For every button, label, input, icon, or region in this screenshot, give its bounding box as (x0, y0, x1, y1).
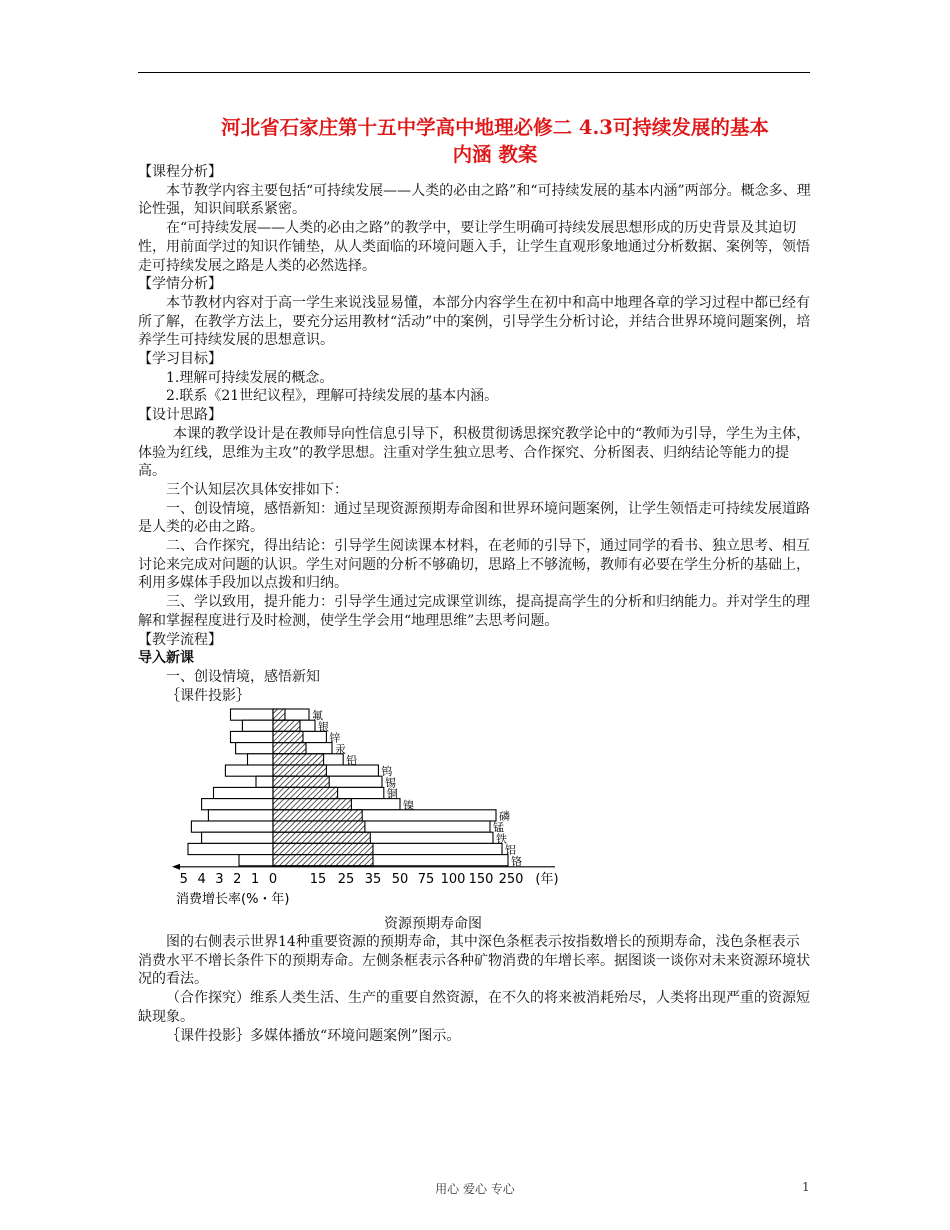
subheading-intro: 导入新课 (138, 650, 194, 667)
growth-bar (202, 832, 273, 843)
exponential-lifespan-bar (273, 821, 365, 832)
header-rule (138, 72, 810, 73)
growth-bar (231, 731, 274, 742)
exponential-lifespan-bar (273, 754, 324, 765)
section-heading-course: 【课程分析】 (138, 164, 222, 180)
exponential-lifespan-bar (273, 787, 338, 798)
paragraph: 本课的教学设计是在教师导向性信息引导下，积极贯彻诱思探究教学论中的“教师为引导，学生为主体，体验为红线，思维为主攻”的教学思想。注重对学生独立思考、合作探究、分析图表、归纳结论等能力的提高。 (138, 425, 811, 480)
category-label: 锌 (329, 731, 341, 745)
left-axis-label: 消费增长率(%・年) (176, 891, 290, 907)
paragraph: 二、合作探究，得出结论：引导学生阅读课本材料，在老师的引导下，通过同学的看书、独立思考、相互讨论来完成对问题的认识。学生对问题的分析不够确切，思路上不够流畅，教师有必要在学生分析的基础上，利用多媒体手段加以点拨和归纳。 (138, 538, 810, 592)
paragraph: ｛课件投影｝多媒体播放“环境问题案例”图示。 (166, 1027, 461, 1044)
category-label: 银 (318, 720, 329, 734)
list-item: 1.理解可持续发展的概念。 (166, 369, 334, 386)
exponential-lifespan-bar (273, 855, 373, 866)
paragraph: 在“可持续发展——人类的必由之路”的教学中，要让学生明确可持续发展思想形成的历史背景及其迫切性，用前面学过的知识作铺垫，从人类面临的环境问题入手，让学生直观形象地通过分析数据、案例等，领悟走可持续发展之路是人类的必然选择。 (138, 220, 810, 274)
paragraph: 本节教学内容主要包括“可持续发展——人类的必由之路”和“可持续发展的基本内涵”两部分。概念多、理论性强，知识间联系紧密。 (138, 182, 811, 218)
category-label: 铬 (511, 854, 522, 868)
exponential-lifespan-bar (273, 720, 300, 731)
section-heading-goals: 【学习目标】 (138, 351, 222, 368)
growth-bar (242, 720, 273, 731)
tick-label: 100 (440, 871, 466, 887)
exponential-lifespan-bar (273, 731, 303, 742)
growth-bar (225, 765, 273, 776)
axis-arrow (172, 864, 180, 870)
growth-bar (191, 821, 273, 832)
growth-bar (214, 787, 274, 798)
exponential-lifespan-bar (273, 765, 326, 776)
growth-bar (236, 743, 273, 754)
growth-bar (256, 776, 273, 787)
tick-label: 250 (498, 871, 524, 887)
document-body (138, 163, 813, 705)
paragraph: （合作探究）维系人类生活、生产的重要自然资源，在不久的将来被消耗殆尽，人类将出现严重的资源短缺现象。 (138, 990, 810, 1025)
paragraph: 三、学以致用，提升能力：引导学生通过完成课堂训练，提高提高学生的分析和归纳能力。并对学生的理解和掌握程度进行及时检测，使学生学会用“地理思维”去思考问题。 (138, 594, 810, 629)
growth-bar (188, 843, 273, 854)
chart-svg (170, 703, 590, 908)
paragraph: 本节教材内容对于高一学生来说浅显易懂，本部分内容学生在初中和高中地理各章的学习过程中都已经有所了解，在教学方法上，要充分运用教材“活动”中的案例，引导学生分析讨论，并结合世界环境问题案例，培养学生可持续发展的思想意识。 (138, 294, 811, 349)
tick-label: 15 (309, 871, 327, 887)
exponential-lifespan-bar (273, 843, 373, 854)
list-item: 2.联系《21世纪议程》，理解可持续发展的基本内涵。 (166, 388, 499, 405)
tick-label: 1 (251, 871, 260, 887)
paragraph: 三个认知层次具体安排如下： (166, 481, 348, 498)
exponential-lifespan-bar (273, 832, 370, 843)
growth-bar (208, 810, 273, 821)
tick-label: 75 (417, 871, 435, 887)
tick-label: 2 (233, 871, 242, 887)
paragraph: 一、创设情境，感悟新知：通过呈现资源预期寿命图和世界环境问题案例，让学生领悟走可持续发展道路是人类的必由之路。 (138, 500, 810, 536)
section-heading-students: 【学情分析】 (138, 276, 222, 293)
tick-label: 50 (391, 871, 409, 887)
growth-bar (202, 799, 273, 810)
category-label: 锡 (385, 776, 396, 790)
paragraph: ｛课件投影｝ (166, 687, 250, 704)
page-footer: 用心 爱心 专心 (435, 1182, 515, 1196)
exponential-lifespan-bar (273, 776, 329, 787)
title-line-2: 内涵 教案 (452, 143, 538, 166)
category-label: 磷 (499, 810, 510, 823)
tick-label: 25 (337, 871, 355, 887)
section-heading-flow: 【教学流程】 (138, 631, 222, 648)
section-heading-design: 【设计思路】 (138, 407, 222, 424)
paragraph: 图的右侧表示世界14种重要资源的预期寿命，其中深色条框表示按指数增长的预期寿命，浅色条框表示消费水平不增长条件下的预期寿命。左侧条框表示各种矿物消费的年增长率。据图谈一谈你对未来资源环境状况的看法。 (138, 934, 810, 988)
exponential-lifespan-bar (273, 743, 306, 754)
growth-bar (231, 709, 274, 720)
exponential-lifespan-bar (273, 810, 362, 821)
growth-bar (239, 855, 273, 866)
category-label: 铅 (346, 754, 358, 767)
tick-label: 150 (468, 871, 494, 887)
growth-bar (248, 754, 274, 765)
category-label: 铁 (496, 832, 507, 846)
category-label: 钨 (381, 765, 393, 779)
category-label: 锰 (493, 821, 504, 835)
tick-label: 4 (197, 871, 206, 887)
tick-label: 5 (179, 871, 188, 887)
tick-label: 35 (364, 871, 382, 887)
exponential-lifespan-bar (273, 799, 351, 810)
document-title (150, 114, 840, 168)
category-label: 铜 (386, 787, 398, 801)
resource-lifespan-chart (170, 703, 590, 908)
axis-unit: (年) (535, 871, 559, 887)
category-label: 铝 (505, 843, 516, 857)
category-label: 镍 (403, 798, 414, 812)
tick-label: 3 (215, 871, 224, 887)
chart-discussion (138, 933, 813, 1045)
paragraph: 一、创设情境，感悟新知 (166, 668, 320, 685)
tick-label: 0 (268, 871, 278, 887)
exponential-lifespan-bar (273, 709, 285, 720)
category-label: 汞 (335, 742, 346, 756)
title-line-1: 河北省石家庄第十五中学高中地理必修二 4.3可持续发展的基本 (221, 116, 769, 139)
page-number: 1 (802, 1180, 810, 1194)
chart-caption: 资源预期寿命图 (384, 916, 482, 932)
category-label: 氟 (312, 709, 323, 723)
